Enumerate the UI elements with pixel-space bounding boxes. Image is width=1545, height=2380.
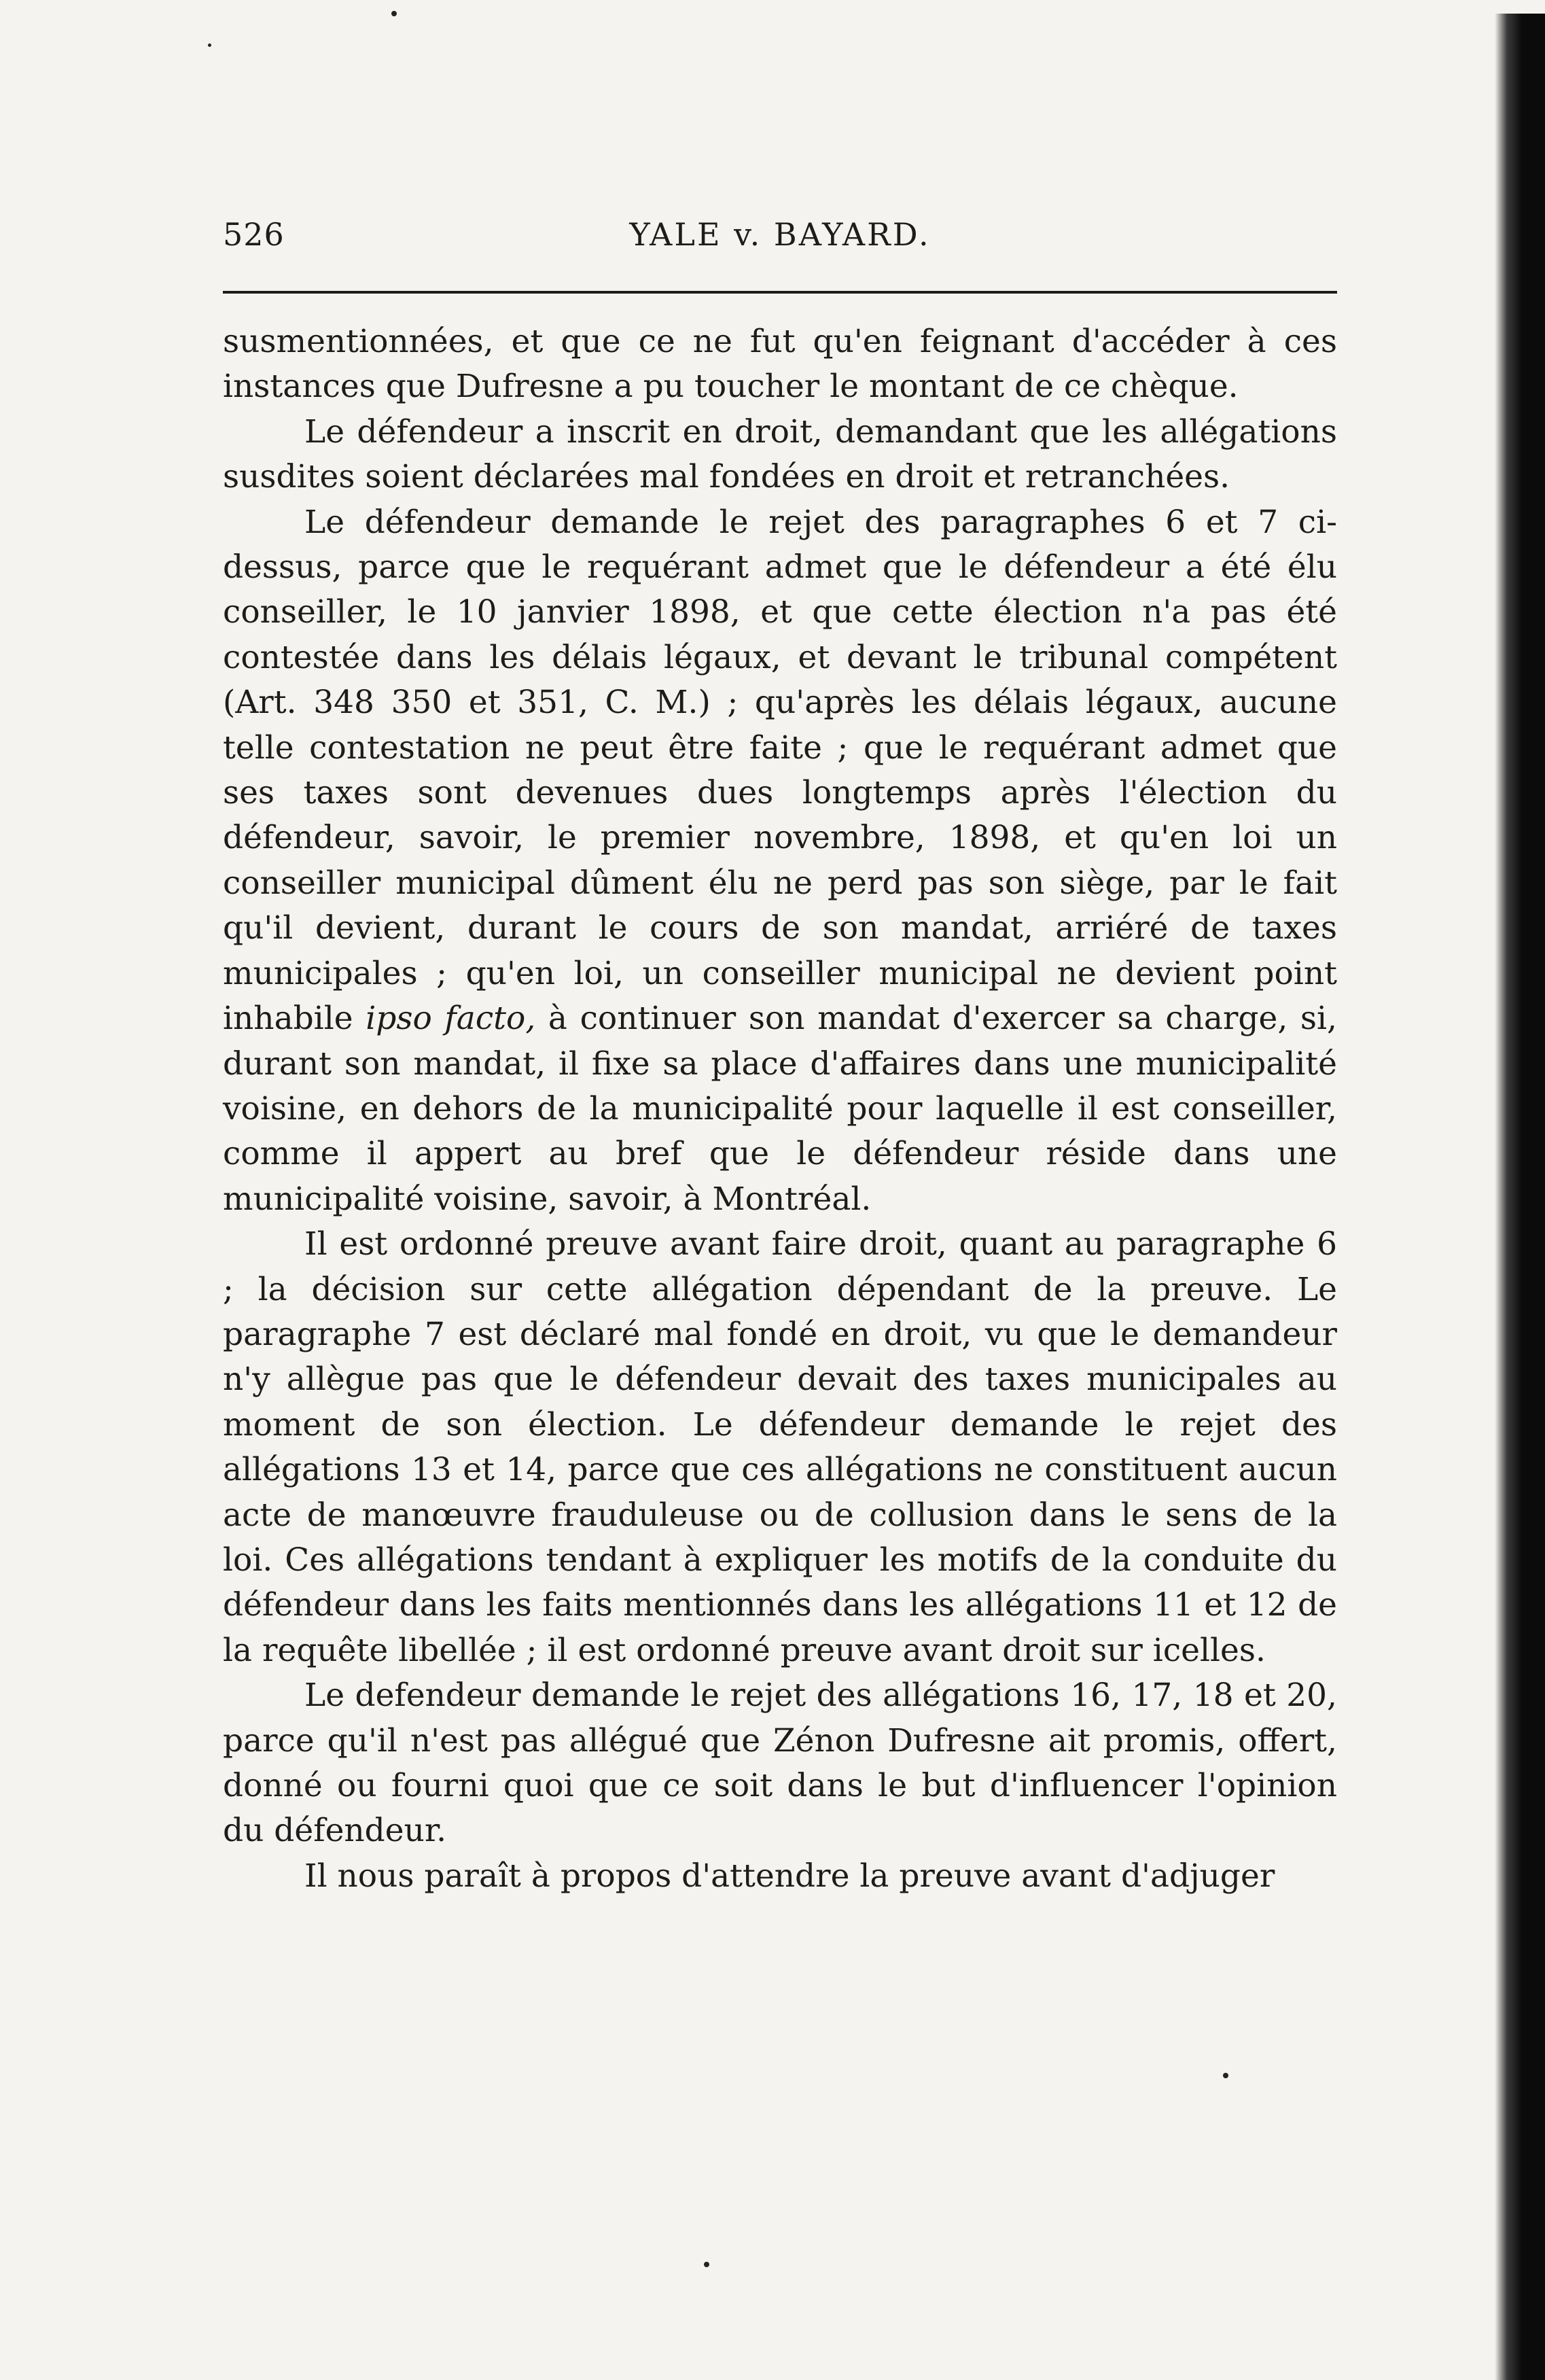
header-rule (223, 291, 1337, 294)
body-text (223, 319, 1337, 1899)
scan-speck (208, 43, 211, 47)
italic-phrase: ipso facto, (366, 1000, 536, 1038)
scan-speck (391, 11, 397, 16)
page-header (223, 216, 1337, 270)
paragraph: susmentionnées, et que ce ne fut qu'en feignant d'accéder à ces instances que Dufresne a pu toucher le montant de ce chèque. (223, 323, 1337, 406)
paragraph: Il est ordonné preuve avant faire droit, quant au paragraphe 6 ; la décision sur cette allégation dépendant de la preuve. Le paragraphe 7 est déclaré mal fondé en droit, vu que le demandeur n'y allègue pas que le défendeur devait des taxes municipales au moment de son élection. Le défendeur demande le rejet des allégations 13 et 14, parce que ces allégations ne constituent aucun acte de manœuvre frauduleuse ou de collusion dans le sens de la loi. Ces allégations tendant à expliquer les motifs de la conduite du défendeur dans les faits mentionnés dans les allégations 11 et 12 de la requête libellée ; il est ordonné preuve avant droit sur icelles. (223, 1225, 1337, 1669)
paragraph-text: Le défendeur demande le rejet des paragraphes 6 et 7 ci-dessus, parce que le requérant admet que le défendeur a été élu conseiller, le 10 janvier 1898, et que cette élection n'a pas été contestée dans les délais légaux, et devant le tribunal compétent (Art. 348 350 et 351, C. M.) ; qu'après les délais légaux, aucune telle contestation ne peut être faite ; que le requérant admet que ses taxes sont devenues dues longtemps après l'élection du défendeur, savoir, le premier novembre, 1898, et qu'en loi un conseiller municipal dûment élu ne perd pas son siège, par le fait qu'il devient, durant le cours de son mandat, arriéré de taxes municipales ; qu'en loi, un conseiller municipal ne devient point inhabile (223, 503, 1337, 1038)
paragraph: Il nous paraît à propos d'attendre la preuve avant d'adjuger (304, 1857, 1275, 1895)
scan-speck (704, 2262, 709, 2267)
running-title: YALE v. BAYARD. (629, 216, 931, 253)
paragraph-text: à continuer son mandat d'exercer sa charge, si, durant son mandat, il fixe sa place d'affaires dans une municipalité voisine, en dehors de la municipalité pour laquelle il est conseiller, comme il appert au bref que le défendeur réside dans une municipalité voisine, savoir, à Montréal. (223, 1000, 1337, 1218)
paragraph: Le defendeur demande le rejet des allégations 16, 17, 18 et 20, parce qu'il n'est pas allégué que Zénon Dufresne ait promis, offert, donné ou fourni quoi que ce soit dans le but d'influencer l'opinion du défendeur. (223, 1677, 1337, 1850)
scan-edge-shadow (1495, 14, 1545, 2380)
scan-speck (1223, 2073, 1228, 2078)
paragraph (223, 500, 1337, 1223)
paragraph: Le défendeur a inscrit en droit, demandant que les allégations susdites soient déclarées mal fondées en droit et retranchées. (223, 413, 1337, 496)
page-number: 526 (223, 216, 285, 253)
